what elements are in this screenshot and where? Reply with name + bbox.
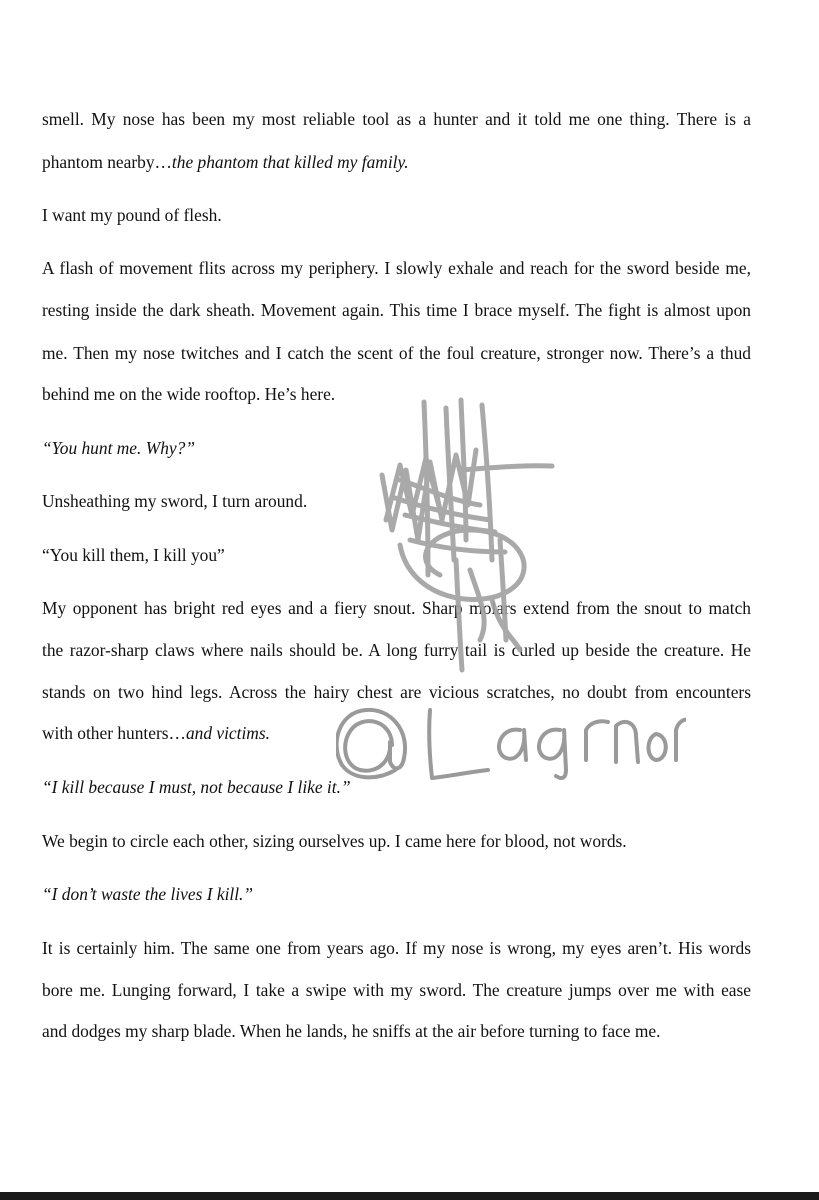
paragraph-line <box>42 151 409 173</box>
paragraph-line <box>42 883 253 905</box>
signature-watermark <box>336 395 686 790</box>
paragraph-line: We begin to circle each other, sizing ourselves up. I came here for blood, not words. <box>42 831 627 851</box>
line-text: phantom nearby… <box>42 152 172 172</box>
paragraph-line: A flash of movement flits across my periphery. I slowly exhale and reach for the sword beside me, <box>42 258 751 278</box>
paragraph-line: behind me on the wide rooftop. He’s here. <box>42 384 336 404</box>
paragraph-line: “You kill them, I kill you” <box>42 545 225 565</box>
italic-text: “You hunt me. Why?” <box>42 438 195 458</box>
paragraph-line <box>42 722 270 744</box>
paragraph-line <box>42 437 195 459</box>
paragraph-line: My opponent has bright red eyes and a fiery snout. Sharp molars extend from the snout to match <box>42 598 751 618</box>
italic-text: “I don’t waste the lives I kill.” <box>42 884 254 904</box>
paragraph-line: bore me. Lunging forward, I take a swipe with my sword. The creature jumps over me with ease <box>42 980 751 1000</box>
italic-text: “I kill because I must, not because I like it.” <box>42 777 351 797</box>
line-text: with other hunters… <box>42 723 186 743</box>
paragraph-line: It is certainly him. The same one from years ago. If my nose is wrong, my eyes aren’t. His words <box>42 938 751 958</box>
italic-text: and victims. <box>185 723 270 743</box>
paragraph-line: and dodges my sharp blade. When he lands, he sniffs at the air before turning to face me. <box>42 1021 661 1041</box>
paragraph-line: smell. My nose has been my most reliable tool as a hunter and it told me one thing. There is a <box>42 109 751 129</box>
paragraph-line: the razor-sharp claws where nails should be. A long furry tail is curled up beside the creature. He <box>42 640 751 660</box>
bottom-edge-bar <box>0 1192 819 1200</box>
paragraph-line: I want my pound of flesh. <box>42 205 222 225</box>
italic-text: the phantom that killed my family. <box>171 152 409 172</box>
paragraph-line <box>42 776 351 798</box>
paragraph-line: Unsheathing my sword, I turn around. <box>42 491 308 511</box>
paragraph-line: resting inside the dark sheath. Movement again. This time I brace myself. The fight is almost upon <box>42 300 751 320</box>
paragraph-line: stands on two hind legs. Across the hairy chest are vicious scratches, no doubt from encounters <box>42 682 751 702</box>
paragraph-line: me. Then my nose twitches and I catch the scent of the foul creature, stronger now. There’s a thud <box>42 343 751 363</box>
